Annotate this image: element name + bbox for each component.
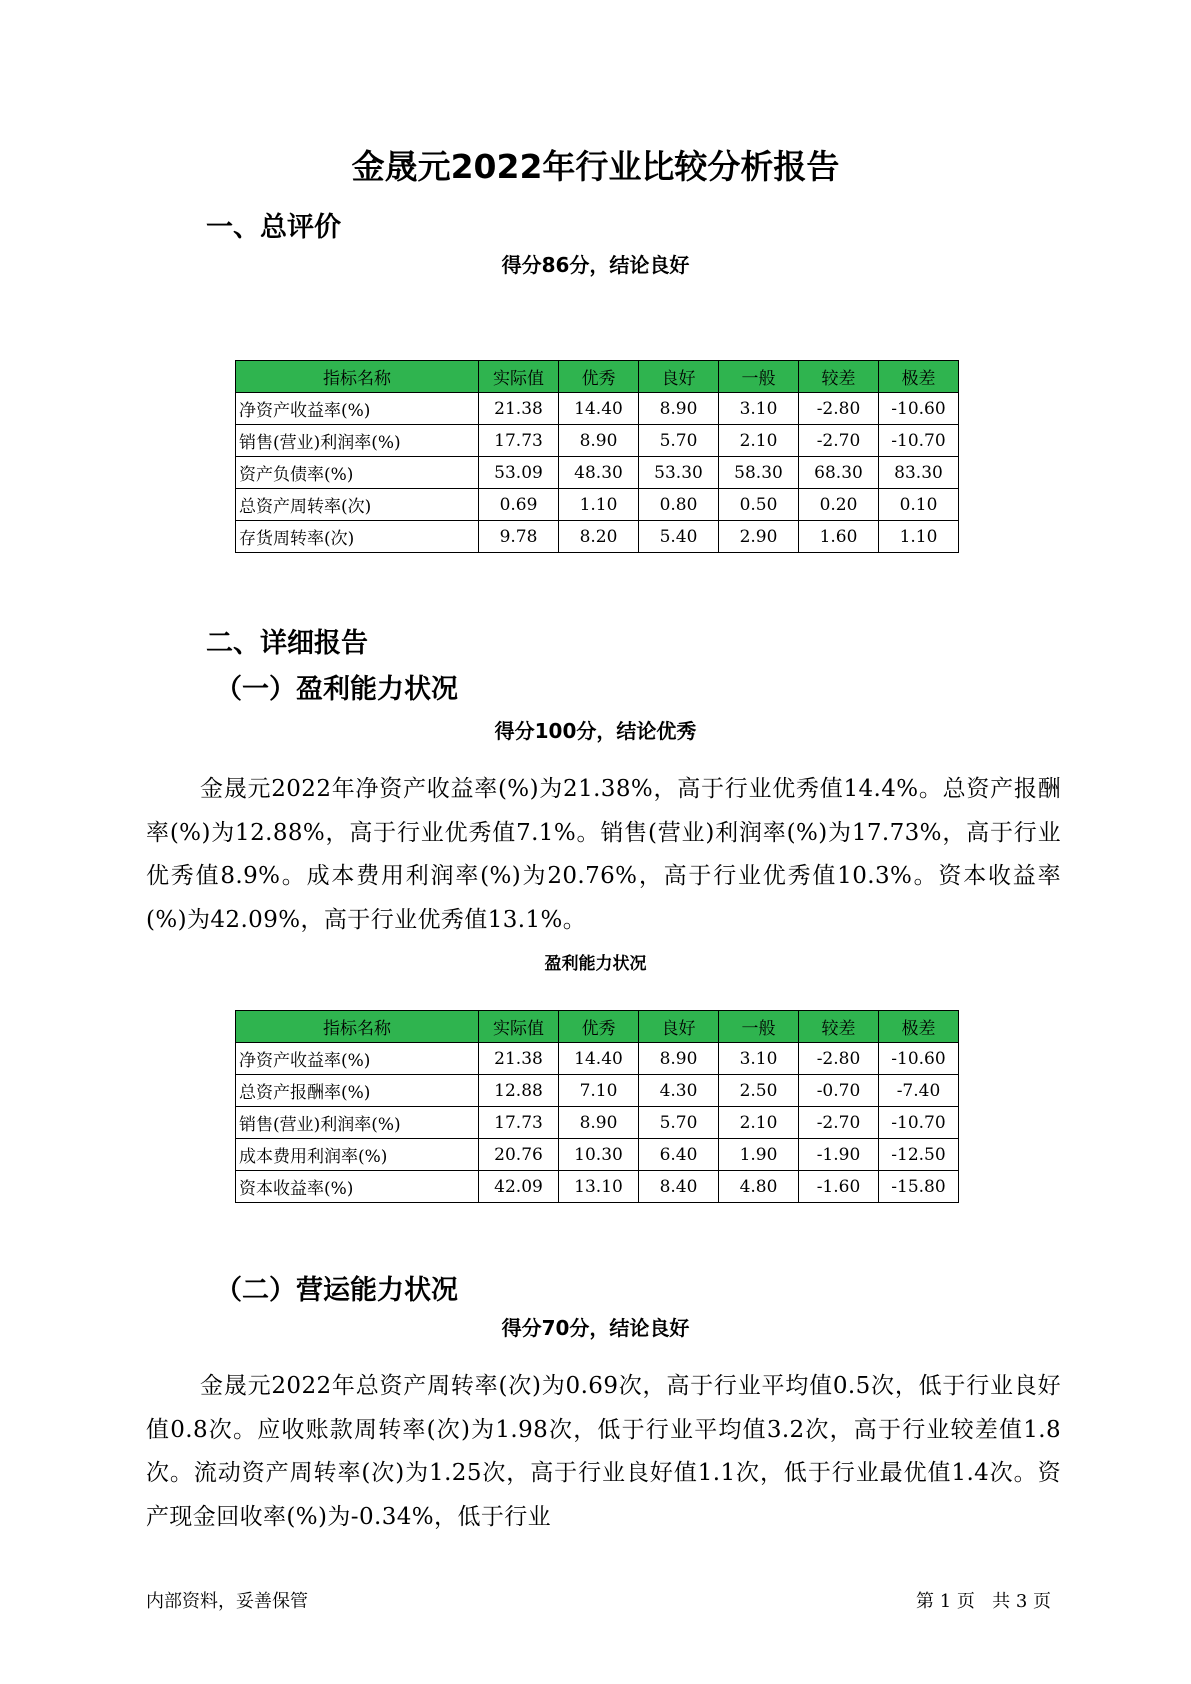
operations-paragraph: 金晟元2022年总资产周转率(次)为0.69次，高于行业平均值0.5次，低于行业良好值0.8次。应收账款周转率(次)为1.98次，低于行业平均值3.2次，高于行业较差值1.8次。流动资产周转率(次)为1.25次，高于行业良好值1.1次，低于行业最优值1.4次。资产现金回收率(%)为-0.34%，低于行业	[146, 1373, 1061, 1530]
metric-name-cell: 资产负债率(%)	[236, 457, 479, 489]
overall-score: 得分86分，结论良好	[501, 253, 690, 277]
metric-value-cell: -2.80	[799, 1043, 879, 1075]
table-header-row	[236, 361, 959, 393]
metric-value-cell: 0.10	[879, 489, 959, 521]
metric-value-cell: 0.50	[719, 489, 799, 521]
metric-value-cell: -10.70	[879, 425, 959, 457]
table-body	[236, 393, 959, 553]
header-cell: 实际值	[479, 1011, 559, 1043]
metric-value-cell: -1.60	[799, 1171, 879, 1203]
metric-value-cell: -0.70	[799, 1075, 879, 1107]
overall-metrics-table	[235, 360, 959, 553]
metric-value-cell: 21.38	[479, 393, 559, 425]
metric-value-cell: 42.09	[479, 1171, 559, 1203]
metric-value-cell: 14.40	[559, 393, 639, 425]
metric-value-cell: 8.90	[639, 1043, 719, 1075]
metric-value-cell: 1.60	[799, 521, 879, 553]
metric-value-cell: -2.70	[799, 425, 879, 457]
header-cell: 实际值	[479, 361, 559, 393]
metric-value-cell: -2.80	[799, 393, 879, 425]
metric-value-cell: 48.30	[559, 457, 639, 489]
footer-confidential-note: 内部资料，妥善保管	[146, 1591, 308, 1612]
metric-value-cell: 83.30	[879, 457, 959, 489]
metric-name-cell: 净资产收益率(%)	[236, 1043, 479, 1075]
metric-name-cell: 总资产周转率(次)	[236, 489, 479, 521]
header-cell: 指标名称	[236, 1011, 479, 1043]
metric-value-cell: -15.80	[879, 1171, 959, 1203]
metric-value-cell: 3.10	[719, 393, 799, 425]
metric-value-cell: 1.90	[719, 1139, 799, 1171]
table-row	[236, 1107, 959, 1139]
subsection-heading-operations: （二）营运能力状况	[215, 1275, 458, 1306]
metric-name-cell: 销售(营业)利润率(%)	[236, 1107, 479, 1139]
metric-name-cell: 成本费用利润率(%)	[236, 1139, 479, 1171]
header-cell: 一般	[719, 1011, 799, 1043]
table-row	[236, 425, 959, 457]
metric-value-cell: 8.90	[559, 425, 639, 457]
header-cell: 较差	[799, 361, 879, 393]
table-row	[236, 1075, 959, 1107]
metric-value-cell: 17.73	[479, 425, 559, 457]
metric-value-cell: 0.20	[799, 489, 879, 521]
metric-value-cell: -1.90	[799, 1139, 879, 1171]
header-cell: 极差	[879, 1011, 959, 1043]
metric-value-cell: 6.40	[639, 1139, 719, 1171]
metric-value-cell: -2.70	[799, 1107, 879, 1139]
metric-name-cell: 销售(营业)利润率(%)	[236, 425, 479, 457]
metric-value-cell: 0.80	[639, 489, 719, 521]
metric-value-cell: 8.90	[559, 1107, 639, 1139]
metric-name-cell: 存货周转率(次)	[236, 521, 479, 553]
metric-value-cell: 5.70	[639, 1107, 719, 1139]
table-body	[236, 1043, 959, 1203]
metric-value-cell: 4.80	[719, 1171, 799, 1203]
metric-value-cell: 0.69	[479, 489, 559, 521]
header-cell: 极差	[879, 361, 959, 393]
header-cell: 良好	[639, 361, 719, 393]
footer-page-number: 第 1 页 共 3 页	[916, 1591, 1051, 1612]
profitability-score: 得分100分，结论优秀	[494, 719, 697, 743]
metric-name-cell: 资本收益率(%)	[236, 1171, 479, 1203]
header-cell: 一般	[719, 361, 799, 393]
profitability-metrics-table	[235, 1010, 959, 1203]
section-heading-overall: 一、总评价	[206, 212, 341, 243]
metric-value-cell: -7.40	[879, 1075, 959, 1107]
metric-value-cell: 8.20	[559, 521, 639, 553]
table-row	[236, 457, 959, 489]
header-cell: 较差	[799, 1011, 879, 1043]
table-row	[236, 1171, 959, 1203]
subsection-heading-profitability: （一）盈利能力状况	[215, 674, 458, 705]
header-cell: 优秀	[559, 1011, 639, 1043]
metric-value-cell: 8.40	[639, 1171, 719, 1203]
metric-value-cell: -10.60	[879, 393, 959, 425]
metric-name-cell: 总资产报酬率(%)	[236, 1075, 479, 1107]
operations-score: 得分70分，结论良好	[501, 1316, 690, 1340]
section-heading-detail: 二、详细报告	[206, 628, 368, 659]
profitability-paragraph: 金晟元2022年净资产收益率(%)为21.38%，高于行业优秀值14.4%。总资产报酬率(%)为12.88%，高于行业优秀值7.1%。销售(营业)利润率(%)为17.73%，高于行业优秀值8.9%。成本费用利润率(%)为20.76%，高于行业优秀值10.3%。资本收益率(%)为42.09%，高于行业优秀值13.1%。	[146, 776, 1061, 933]
metric-value-cell: 13.10	[559, 1171, 639, 1203]
metric-value-cell: 2.10	[719, 1107, 799, 1139]
table-header-row	[236, 1011, 959, 1043]
metric-value-cell: 14.40	[559, 1043, 639, 1075]
metric-value-cell: 5.70	[639, 425, 719, 457]
metric-value-cell: 68.30	[799, 457, 879, 489]
metric-value-cell: 53.30	[639, 457, 719, 489]
metric-value-cell: 5.40	[639, 521, 719, 553]
table-row	[236, 1139, 959, 1171]
metric-value-cell: 2.10	[719, 425, 799, 457]
metric-value-cell: 20.76	[479, 1139, 559, 1171]
metric-value-cell: 21.38	[479, 1043, 559, 1075]
metric-value-cell: 2.50	[719, 1075, 799, 1107]
metric-value-cell: 1.10	[559, 489, 639, 521]
table-row	[236, 489, 959, 521]
metric-value-cell: 12.88	[479, 1075, 559, 1107]
metric-value-cell: 7.10	[559, 1075, 639, 1107]
metric-value-cell: 10.30	[559, 1139, 639, 1171]
report-title: 金晟元2022年行业比较分析报告	[351, 147, 840, 186]
metric-value-cell: 2.90	[719, 521, 799, 553]
header-cell: 良好	[639, 1011, 719, 1043]
metric-value-cell: 17.73	[479, 1107, 559, 1139]
metric-value-cell: -10.70	[879, 1107, 959, 1139]
metric-value-cell: 3.10	[719, 1043, 799, 1075]
metric-value-cell: 9.78	[479, 521, 559, 553]
metric-value-cell: 8.90	[639, 393, 719, 425]
header-cell: 指标名称	[236, 361, 479, 393]
metric-value-cell: 1.10	[879, 521, 959, 553]
metric-value-cell: 58.30	[719, 457, 799, 489]
metric-value-cell: 53.09	[479, 457, 559, 489]
table-row	[236, 521, 959, 553]
metric-value-cell: -12.50	[879, 1139, 959, 1171]
metric-name-cell: 净资产收益率(%)	[236, 393, 479, 425]
metric-value-cell: 4.30	[639, 1075, 719, 1107]
metric-value-cell: -10.60	[879, 1043, 959, 1075]
table-row	[236, 1043, 959, 1075]
table-row	[236, 393, 959, 425]
header-cell: 优秀	[559, 361, 639, 393]
profitability-table-caption: 盈利能力状况	[544, 954, 647, 974]
